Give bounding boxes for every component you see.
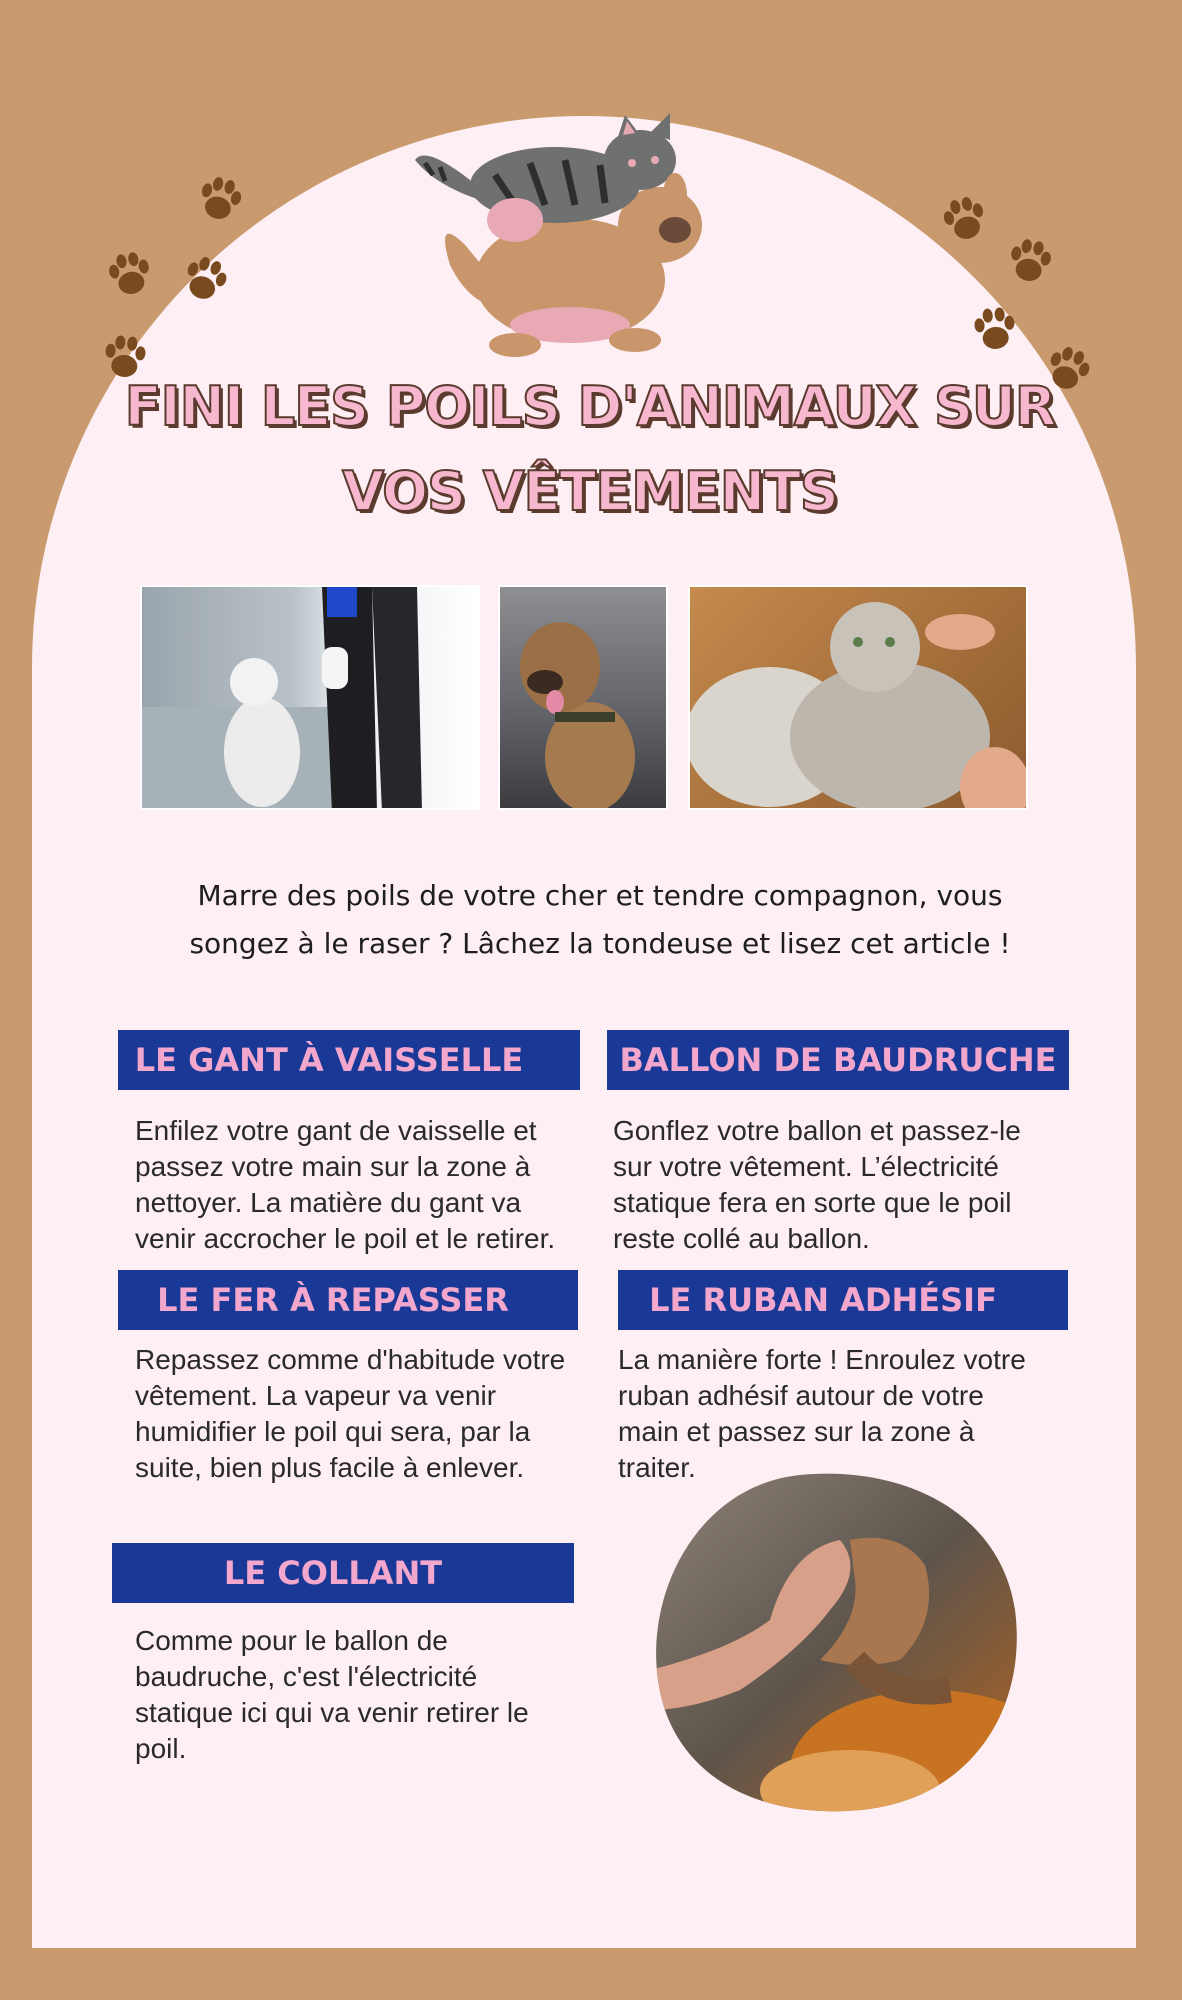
tip-line: venir accrocher le poil et le retirer.	[135, 1223, 556, 1254]
photo-cat-grooming	[688, 585, 1028, 810]
tip-line: La manière forte ! Enroulez votre	[618, 1344, 1026, 1375]
paw-print-icon	[100, 245, 160, 305]
tip-line: nettoyer. La matière du gant va	[135, 1187, 522, 1218]
tip-line: Repassez comme d'habitude votre	[135, 1344, 566, 1375]
page-title-line-2: VOS VÊTEMENTS	[342, 460, 838, 523]
heading-band-collant: LE COLLANT	[112, 1543, 574, 1603]
tip-text-ballon-baudruche	[613, 1113, 1021, 1257]
heading-band-ballon-baudruche: BALLON DE BAUDRUCHE	[607, 1030, 1069, 1090]
photo-heart-hand-paw	[650, 1470, 1025, 1815]
photo-dog-in-car	[498, 585, 668, 810]
paw-print-icon	[965, 300, 1025, 360]
paw-print-icon	[935, 190, 995, 250]
tip-line: sur votre vêtement. L’électricité	[613, 1151, 999, 1182]
tip-line: humidifier le poil qui sera, par la	[135, 1416, 531, 1447]
tip-line: Gonflez votre ballon et passez-le	[613, 1115, 1021, 1146]
intro-text	[150, 872, 1050, 968]
cat-and-dog-illustration	[405, 105, 735, 365]
tip-line: ruban adhésif autour de votre	[618, 1380, 984, 1411]
heading-band-fer-repasser: LE FER À REPASSER	[118, 1270, 578, 1330]
tip-line: traiter.	[618, 1452, 696, 1483]
tip-line: vêtement. La vapeur va venir	[135, 1380, 497, 1411]
tip-text-fer-repasser	[135, 1342, 565, 1486]
page-title-line-1: FINI LES POILS D'ANIMAUX SUR	[124, 375, 1056, 438]
tip-line: Enfilez votre gant de vaisselle et	[135, 1115, 537, 1146]
tip-line: poil.	[135, 1733, 187, 1764]
intro-line-1: Marre des poils de votre cher et tendre compagnon, vous	[197, 879, 1003, 912]
paw-print-icon	[1000, 232, 1060, 292]
tip-line: suite, bien plus facile à enlever.	[135, 1452, 525, 1483]
paw-print-icon	[175, 250, 235, 310]
tip-line: main et passez sur la zone à	[618, 1416, 975, 1447]
tip-line: statique ici qui va venir retirer le	[135, 1697, 529, 1728]
tip-line: passez votre main sur la zone à	[135, 1151, 531, 1182]
intro-line-2: songez à le raser ? Lâchez la tondeuse et lisez cet article !	[189, 927, 1011, 960]
paw-print-icon	[190, 170, 250, 230]
tip-text-ruban-adhesif	[618, 1342, 1026, 1486]
tip-line: baudruche, c'est l'électricité	[135, 1661, 478, 1692]
tip-line: Comme pour le ballon de	[135, 1625, 448, 1656]
photo-cat-lint-roller	[140, 585, 480, 810]
tip-text-gant-vaisselle	[135, 1113, 555, 1257]
tip-line: statique fera en sorte que le poil	[613, 1187, 1012, 1218]
heading-band-ruban-adhesif: LE RUBAN ADHÉSIF	[618, 1270, 1068, 1330]
tip-line: reste collé au ballon.	[613, 1223, 870, 1254]
heading-band-gant-vaisselle: LE GANT À VAISSELLE	[118, 1030, 580, 1090]
tip-text-collant	[135, 1623, 529, 1767]
